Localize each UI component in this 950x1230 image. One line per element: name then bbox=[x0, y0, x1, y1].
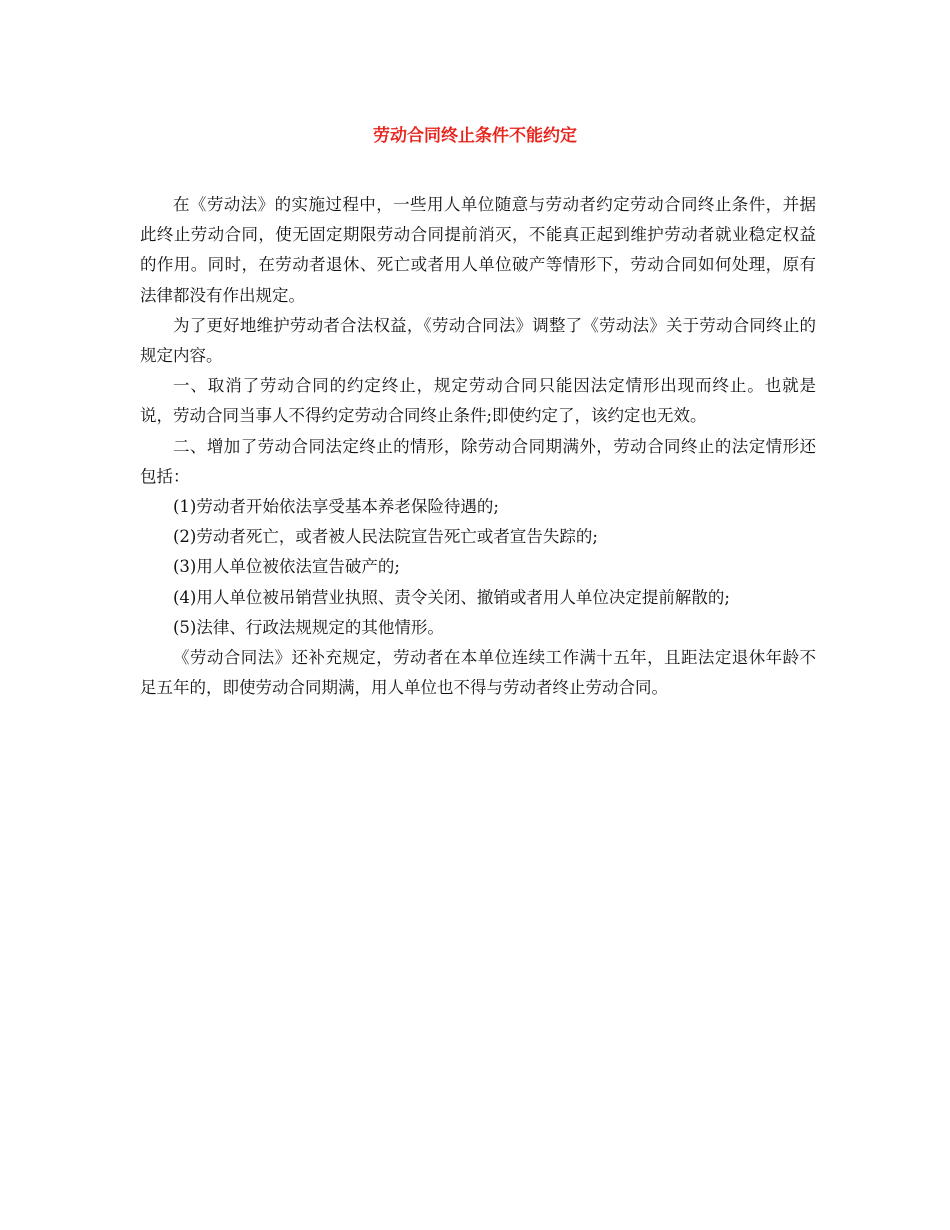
paragraph-point-one: 一、取消了劳动合同的约定终止，规定劳动合同只能因法定情形出现而终止。也就是说，劳动合同当事人不得约定劳动合同终止条件;即使约定了，该约定也无效。 bbox=[140, 376, 816, 426]
list-item-5: (5)法律、行政法规规定的其他情形。 bbox=[173, 617, 444, 637]
paragraph-point-two: 二、增加了劳动合同法定终止的情形，除劳动合同期满外，劳动合同终止的法定情形还包括： bbox=[140, 436, 816, 486]
paragraph-intro: 在《劳动法》的实施过程中，一些用人单位随意与劳动者约定劳动合同终止条件，并据此终止劳动合同，使无固定期限劳动合同提前消灭，不能真正起到维护劳动者就业稳定权益的作用。同时，在劳动者退休、死亡或者用人单位破产等情形下，劳动合同如何处理，原有法律都没有作出规定。 bbox=[140, 195, 816, 305]
paragraph-purpose: 为了更好地维护劳动者合法权益，《劳动合同法》调整了《劳动法》关于劳动合同终止的规定内容。 bbox=[140, 315, 816, 366]
document-title: 劳动合同终止条件不能约定 bbox=[373, 126, 577, 146]
paragraph-supplement: 《劳动合同法》还补充规定，劳动者在本单位连续工作满十五年，且距法定退休年龄不足五年的，即使劳动合同期满，用人单位也不得与劳动者终止劳动合同。 bbox=[140, 648, 816, 698]
document-body bbox=[140, 190, 816, 703]
list-item-3: (3)用人单位被依法宣告破产的; bbox=[173, 557, 400, 577]
list-item-1: (1)劳动者开始依法享受基本养老保险待遇的; bbox=[173, 497, 499, 517]
list-item-2: (2)劳动者死亡，或者被人民法院宣告死亡或者宣告失踪的; bbox=[173, 527, 598, 547]
list-item-4: (4)用人单位被吊销营业执照、责令关闭、撤销或者用人单位决定提前解散的; bbox=[173, 587, 730, 607]
